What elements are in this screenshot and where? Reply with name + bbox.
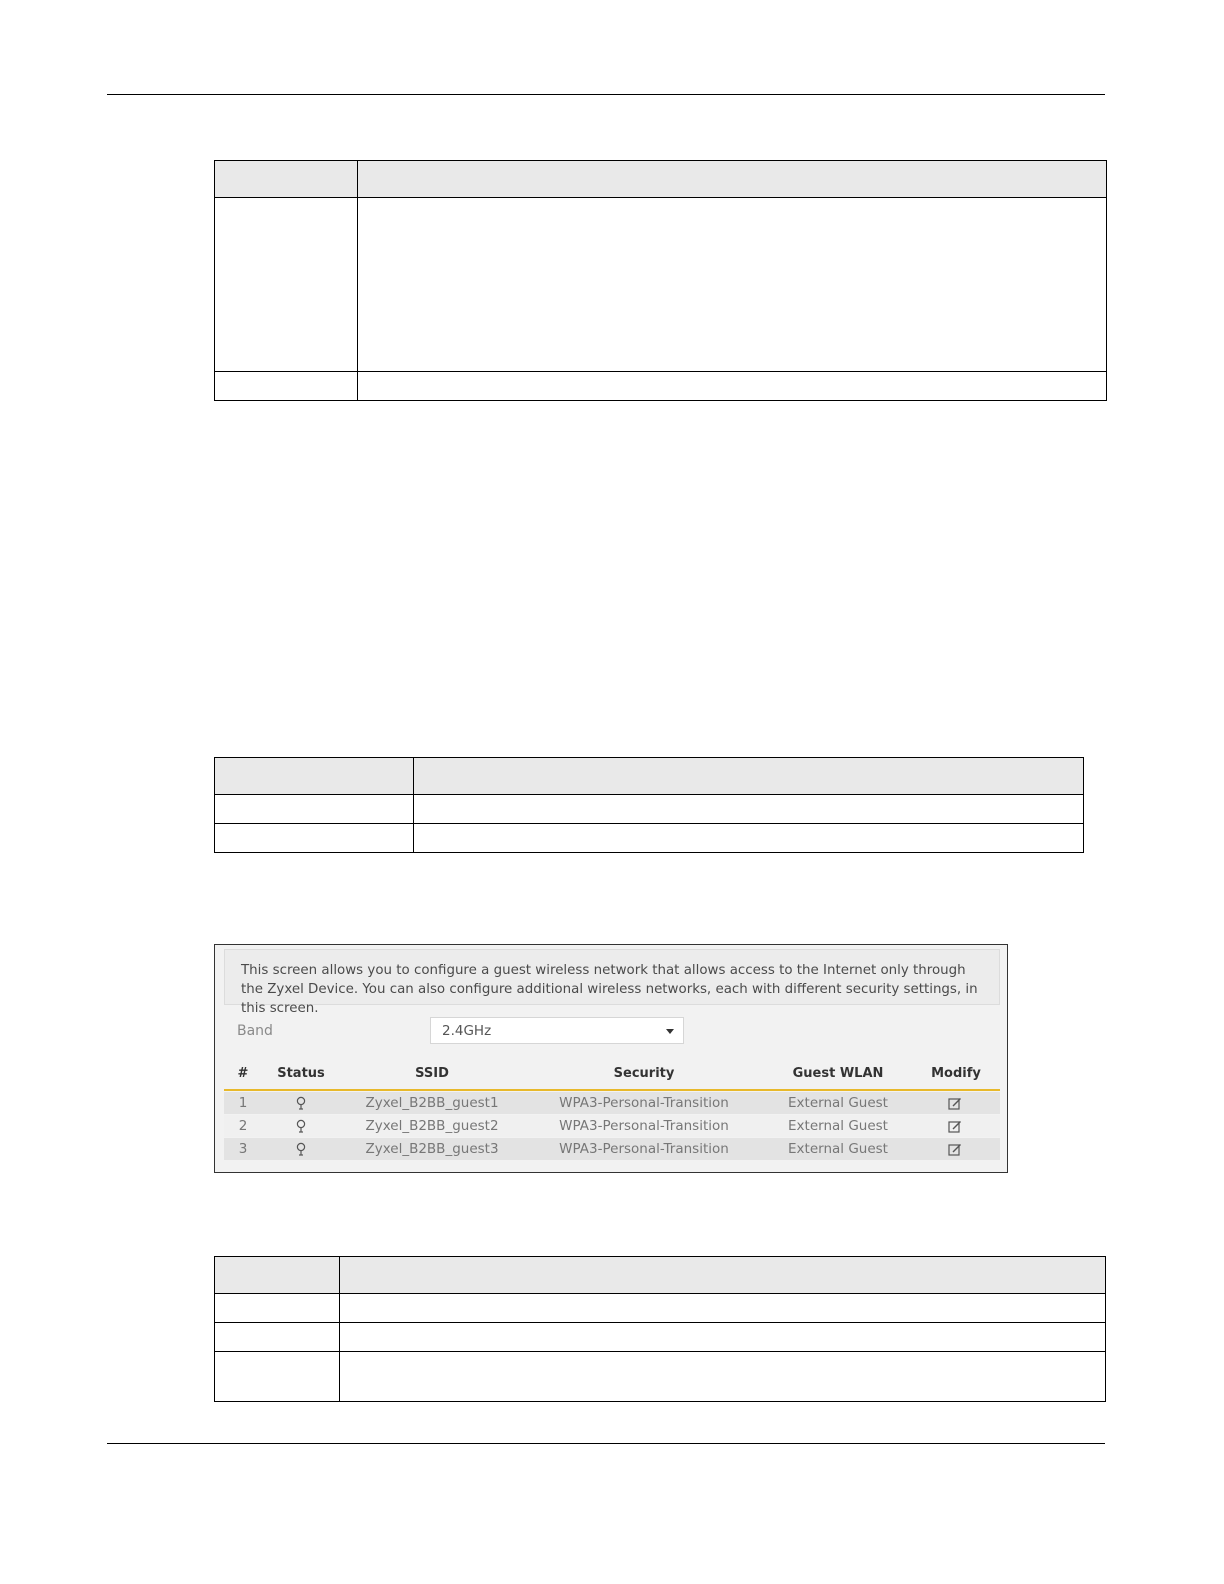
chevron-down-icon [666, 1029, 674, 1034]
table-header [215, 1257, 1105, 1294]
column-header-modify: Modify [931, 1066, 981, 1081]
column-divider [413, 758, 414, 852]
footer-rule [107, 1443, 1105, 1444]
guest-wlan-cell: External Guest [788, 1118, 888, 1134]
lightbulb-icon[interactable] [295, 1142, 307, 1161]
screen-description: This screen allows you to configure a guest wireless network that allows access to the Internet only through the Zyxel Device. You can also configure additional wireless networks, each with different security settings, in this screen. [224, 949, 1000, 1005]
column-header-number: # [237, 1066, 249, 1081]
table-row [224, 1092, 1000, 1114]
column-header-ssid: SSID [415, 1066, 449, 1081]
security-cell: WPA3-Personal-Transition [559, 1095, 729, 1111]
security-cell: WPA3-Personal-Transition [559, 1141, 729, 1157]
header-rule [107, 94, 1105, 95]
edit-icon[interactable] [948, 1096, 962, 1115]
lightbulb-icon[interactable] [295, 1119, 307, 1138]
table-header [215, 161, 1106, 198]
table-header [215, 758, 1083, 795]
field-table-top [214, 160, 1107, 401]
row-divider [215, 371, 1106, 372]
row-number: 2 [238, 1118, 248, 1134]
row-number: 3 [238, 1141, 248, 1157]
row-divider [215, 823, 1083, 824]
column-header-security: Security [613, 1066, 675, 1081]
field-table-bottom [214, 1256, 1106, 1402]
header-underline [224, 1089, 1000, 1091]
guest-wlan-cell: External Guest [788, 1095, 888, 1111]
ssid-cell: Zyxel_B2BB_guest3 [365, 1141, 499, 1157]
row-number: 1 [238, 1095, 248, 1111]
column-divider [357, 161, 358, 400]
security-cell: WPA3-Personal-Transition [559, 1118, 729, 1134]
column-divider [339, 1257, 340, 1401]
row-divider [215, 1351, 1105, 1352]
band-select[interactable] [430, 1017, 684, 1044]
ssid-cell: Zyxel_B2BB_guest2 [365, 1118, 499, 1134]
table-row [224, 1138, 1000, 1160]
row-divider [215, 1322, 1105, 1323]
column-header-status: Status [277, 1066, 325, 1081]
column-header-guest-wlan: Guest WLAN [792, 1066, 884, 1081]
guest-wlan-screenshot [214, 944, 1008, 1173]
band-label: Band [237, 1023, 273, 1039]
field-table-middle [214, 757, 1084, 853]
edit-icon[interactable] [948, 1142, 962, 1161]
lightbulb-icon[interactable] [295, 1096, 307, 1115]
guest-wlan-cell: External Guest [788, 1141, 888, 1157]
edit-icon[interactable] [948, 1119, 962, 1138]
ssid-cell: Zyxel_B2BB_guest1 [365, 1095, 499, 1111]
band-value: 2.4GHz [442, 1023, 492, 1039]
table-row [224, 1115, 1000, 1137]
